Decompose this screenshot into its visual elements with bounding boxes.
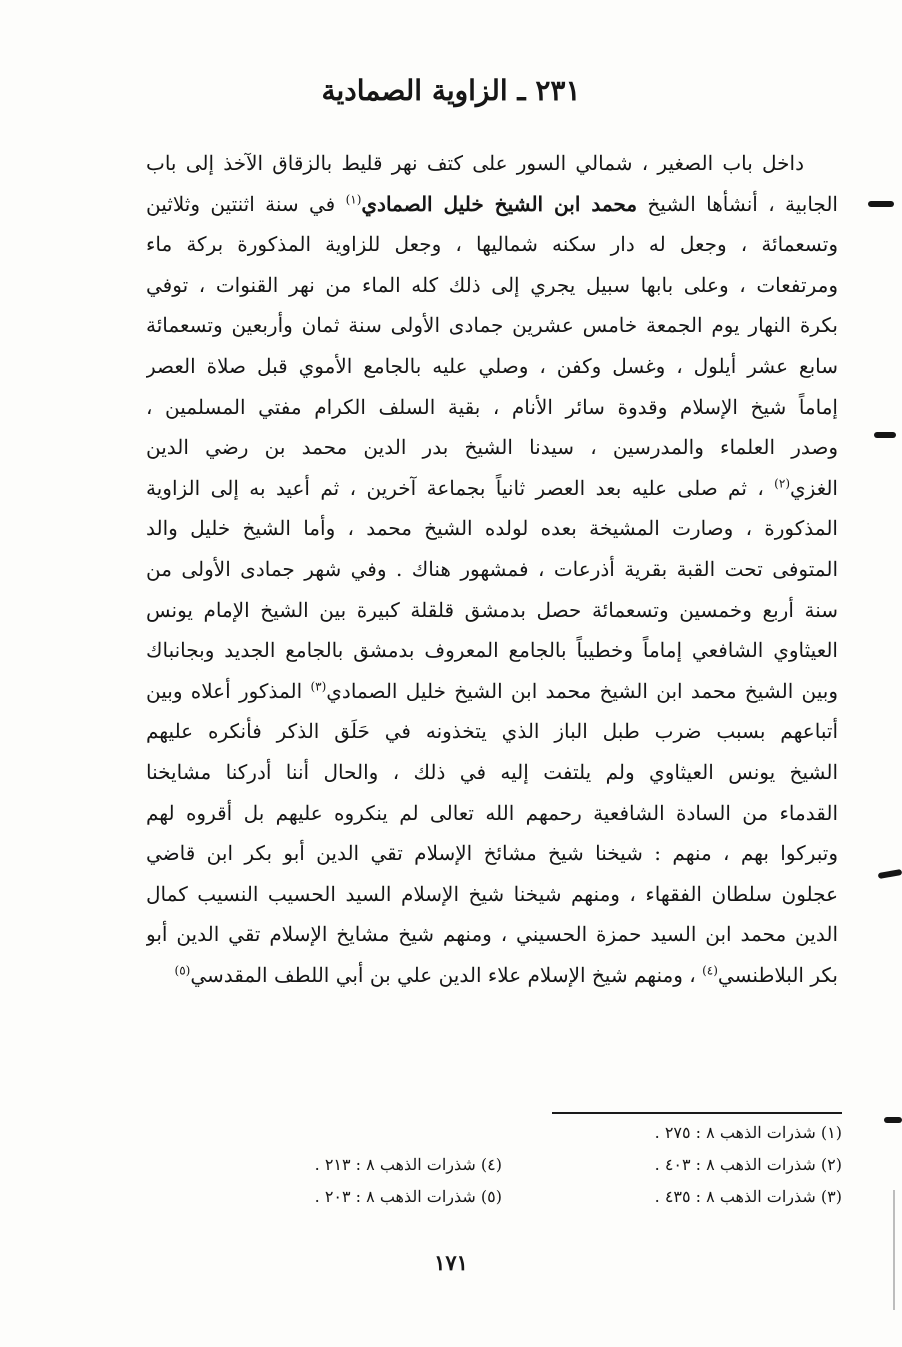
body-line: بكرة النهار يوم الجمعة خامس عشرين جمادى الأولى سنة ثمان وأربعين وتسعمائة	[146, 313, 838, 338]
page-number: ١٧١	[434, 1250, 468, 1275]
body-line-text: ، ثم صلى عليه بعد العصر ثانياً بجماعة آخرين ، ثم أعيد به إلى الزاوية	[146, 475, 764, 500]
body-line: إماماً شيخ الإسلام وقدوة سائر الأنام ، بقية السلف الكرام مفتي المسلمين ،	[146, 394, 838, 419]
footnote-1: (١) شذرات الذهب ٨ : ٢٧٥ .	[654, 1123, 842, 1142]
body-line	[146, 468, 838, 509]
footnote-5: (٥) شذرات الذهب ٨ : ٢٠٣ .	[314, 1187, 502, 1206]
margin-mark	[868, 201, 894, 207]
body-line: ومرتفعات ، وعلى بابها سبيل يجري إلى ذلك كله الماء من نهر القنوات ، توفي	[146, 272, 838, 297]
footnote-ref-2: (٢)	[774, 476, 790, 491]
footnote-2: (٢) شذرات الذهب ٨ : ٤٠٣ .	[654, 1155, 842, 1174]
body-line: القدماء من السادة الشافعية رحمهم الله تعالى لم ينكروه عليهم بل أقروه لهم	[146, 800, 838, 825]
body-line-text: ، ومنهم شيخ الإسلام علاء الدين علي بن أبي اللطف المقدسي	[190, 962, 696, 987]
body-line	[146, 955, 838, 996]
body-line-text: بكر البلاطنسي	[717, 962, 838, 987]
body-line: وتسعمائة ، وجعل له دار سكنه شماليها ، وجعل للزاوية المذكورة بركة ماء	[146, 232, 838, 257]
body-line: العيثاوي الشافعي إماماً وخطيباً بالجامع المعروف بدمشق بالجامع الجديد وبجانباك	[146, 638, 838, 663]
body-line: عجلون سلطان الفقهاء ، ومنهم شيخنا شيخ الإسلام السيد الحسيب النسيب كمال	[146, 881, 838, 906]
body-line-text: الغزي	[790, 475, 838, 500]
body-text	[146, 143, 838, 995]
body-line: الشيخ يونس العيثاوي ولم يلتفت إليه في ذلك ، والحال أننا أدركنا مشايخنا	[146, 759, 838, 784]
body-line: الدين محمد ابن السيد حمزة الحسيني ، ومنهم شيخ مشايخ الإسلام تقي الدين أبو	[146, 922, 838, 947]
body-line-text: الجابية ، أنشأها الشيخ	[647, 191, 838, 216]
founder-name: محمد ابن الشيخ خليل الصمادي	[361, 191, 638, 216]
body-line: داخل باب الصغير ، شمالي السور على كتف نهر قليط بالزقاق الآخذ إلى باب	[146, 151, 804, 175]
body-line-text: وبين الشيخ محمد ابن الشيخ محمد ابن الشيخ خليل الصمادي	[326, 678, 838, 703]
footnote-separator	[552, 1112, 842, 1114]
body-line: أتباعهم بسبب ضرب طبل الباز الذي يتخذونه في حَلَق الذكر فأنكره عليهم	[146, 719, 838, 744]
body-line: سابع عشر أيلول ، وغسل وكفن ، وصلي عليه بالجامع الأموي قبل صلاة العصر	[146, 353, 838, 378]
page-edge-shadow	[893, 1190, 895, 1310]
body-line: وصدر العلماء والمدرسين ، سيدنا الشيخ بدر الدين محمد بن رضي الدين	[146, 435, 838, 460]
body-line: المتوفى تحت القبة بقرية أذرعات ، فمشهور هناك . وفي شهر جمادى الأولى من	[146, 556, 838, 581]
body-line: المذكورة ، وصارت المشيخة بعده لولده الشيخ محمد ، وأما الشيخ خليل والد	[146, 516, 838, 541]
body-line: وتبركوا بهم ، منهم : شيخنا شيخ مشائخ الإسلام تقي الدين أبو بكر ابن قاضي	[146, 841, 838, 866]
footnote-3: (٣) شذرات الذهب ٨ : ٤٣٥ .	[654, 1187, 842, 1206]
body-line-text: المذكور أعلاه وبين	[146, 678, 303, 703]
footnote-4: (٤) شذرات الذهب ٨ : ٢١٣ .	[314, 1155, 502, 1174]
margin-mark	[884, 1117, 902, 1123]
body-line	[146, 671, 838, 712]
footnote-ref-5: (٥)	[174, 963, 191, 978]
body-line: سنة أربع وخمسين وتسعمائة حصل بدمشق قلقلة كبيرة بين الشيخ الإمام يونس	[146, 597, 838, 622]
footnote-ref-3: (٣)	[310, 679, 327, 694]
body-line	[146, 184, 838, 225]
footnote-ref-1: (١)	[345, 191, 362, 206]
body-line-text: في سنة اثنتين وثلاثين	[146, 191, 336, 216]
margin-mark	[878, 869, 902, 879]
margin-mark	[874, 432, 896, 438]
section-heading: ٢٣١ ـ الزاوية الصمادية	[321, 74, 581, 107]
footnote-ref-4: (٤)	[702, 963, 718, 978]
